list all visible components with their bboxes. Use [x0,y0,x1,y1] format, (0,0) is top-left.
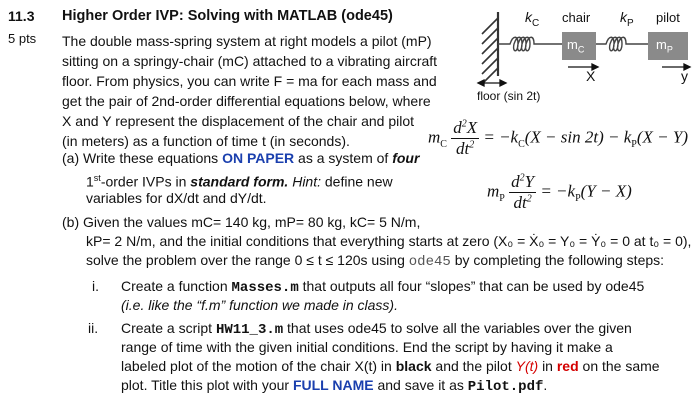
part-b-line-2: kP= 2 N/m, and the initial conditions that everything starts at zero (X₀ = Ẋ₀ = Y₀ = Ẏ₀ = 0 at t₀ = 0), [86,233,692,249]
intro-text-1: The double mass-spring system at right models a pilot (mP) [62,33,432,49]
part-b-label: (b) [62,214,80,230]
pilot-label: pilot [656,10,680,25]
floor-label: floor (sin 2t) [477,89,541,103]
spring-kp [596,37,648,51]
full-name-emphasis: FULL NAME [292,377,374,393]
part-b-line-3: solve the problem over the range 0 ≤ t ≤ 120s using ode45 by completing the following steps: [86,252,665,270]
kp-label: $k_P$ [620,9,634,29]
step-ii-line-4: plot. Title this plot with your FULL NAME and save it as Pilot.pdf. [121,377,548,395]
intro-line-2: sitting on a springy-chair (mC) attached to a vibrating aircraft [62,53,438,69]
chair-label: chair [562,10,591,25]
on-paper-emphasis: ON PAPER [222,150,295,166]
kc-label: $k_C$ [525,9,540,29]
part-a-line-3: variables for dX/dt and dY/dt. [86,190,267,206]
step-i-label: i. [92,278,99,294]
step-i-line-2: (i.e. like the “f.m” function we made in class). [121,297,398,313]
hw11-3-code: HW11_3.m [215,322,284,338]
step-ii-line-1: Create a script HW11_3.m that uses ode45 to solve all the variables over the given [121,320,632,338]
step-i-line-1: Create a function Masses.m that outputs all four “slopes” that can be used by ode45 [121,278,645,296]
masses-m-code: Masses.m [231,280,299,296]
problem-number: 11.3 [8,8,35,24]
x-axis-label: X [586,68,596,84]
intro-line-5: X and Y represent the displacement of the chair and pilot [62,113,415,129]
y-axis-label: y [681,68,688,84]
part-a-label: (a) [62,150,80,166]
intro-line-3: floor. From physics, you can write F = ma for each mass and [62,73,437,89]
step-ii-label: ii. [88,320,99,336]
part-b-line-1: (b) Given the values mC= 140 kg, mP= 80 kg, kC= 5 N/m, [62,214,421,230]
pilot-pdf-code: Pilot.pdf [467,379,544,395]
equation-chair: $m_C$ $\frac{d^2X}{dt^2}$ = $-k_C(X - \sin 2t) - k_P(X - Y)$ [428,118,688,158]
ode45-code: ode45 [408,254,451,270]
intro-line-6: (in meters) as a function of time t (in seconds). [62,133,350,149]
floor-arrow [478,80,506,86]
part-a-line-2: 1st-order IVPs in standard form. Hint: define new [86,173,393,190]
part-a-line-1: (a) Write these equations ON PAPER as a system of four [62,150,420,166]
equation-pilot: $m_P$ $\frac{d^2Y}{dt^2}$ = $-k_P(Y - X)$ [487,172,632,212]
step-ii-line-2: range of time with the given initial conditions. End the script by having it make a [121,339,613,355]
intro-line-4: get the pair of 2nd-order differential equations below, where [62,93,431,109]
spring-kc [498,37,562,51]
step-ii-line-3: labeled plot of the motion of the chair X(t) in black and the pilot Y(t) in red on the same [121,358,660,374]
mc-label: $m_C$ [567,37,585,55]
intro-line-1 [62,31,432,51]
wall-hatch [482,12,498,82]
problem-points: 5 pts [8,31,37,46]
problem-title: Higher Order IVP: Solving with MATLAB (ode45) [62,8,393,24]
mp-label: $m_P$ [656,37,673,55]
